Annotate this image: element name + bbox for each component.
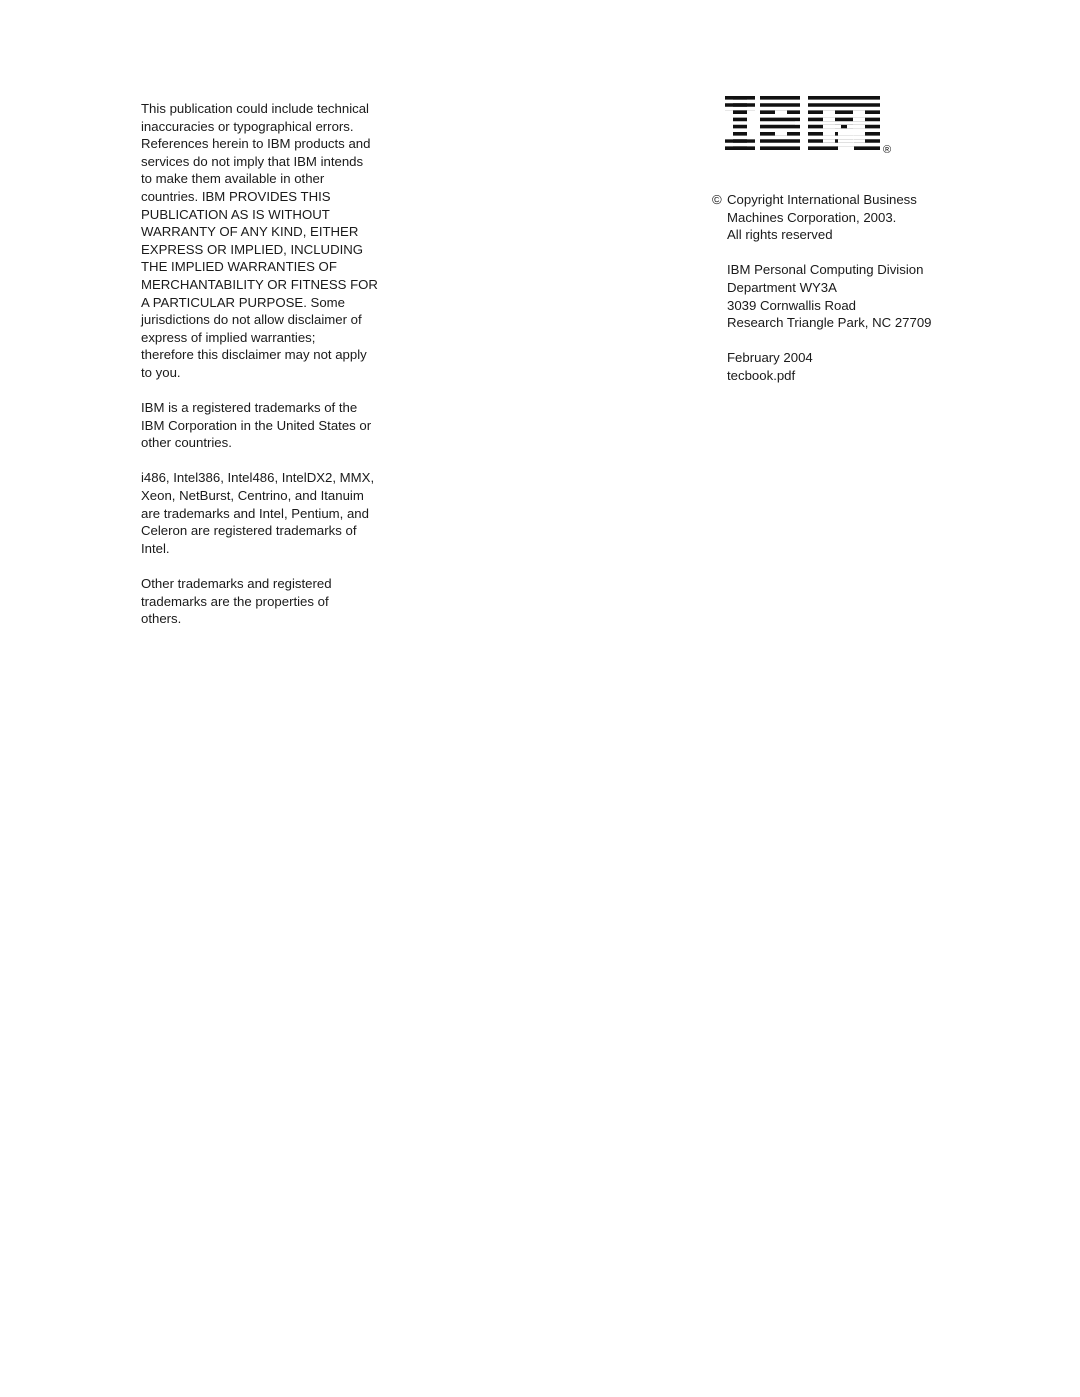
ibm-logo-letters	[725, 96, 880, 150]
address-block: IBM Personal Computing Division Department WY3A 3039 Cornwallis Road Research Triangle Park, NC 27709	[727, 262, 932, 331]
publisher-column	[712, 96, 1032, 385]
copyright-symbol: ©	[712, 192, 722, 207]
file-name: tecbook.pdf	[727, 367, 796, 383]
disclaimer-paragraph: This publication could include technical inaccuracies or typographical errors. References herein to IBM products and services do not imply that IBM intends to make them available in other countries. IBM PROVIDES THIS PUBLICATION AS IS WITHOUT WARRANTY OF ANY KIND, EITHER EXPRESS OR IMPLIED, INCLUDING THE IMPLIED WARRANTIES OF MERCHANTABILITY OR FITNESS FOR A PARTICULAR PURPOSE. Some jurisdictions do not allow disclaimer of express of implied warranties; therefore this disclaimer may not apply to you.	[141, 101, 378, 380]
ibm-logo	[725, 96, 895, 156]
publication-date: February 2004	[727, 350, 813, 366]
intel-trademark-paragraph: i486, Intel386, Intel486, IntelDX2, MMX, Xeon, NetBurst, Centrino, and Itanuim are trademarks and Intel, Pentium, and Celeron are registered trademarks of Intel.	[141, 470, 375, 556]
registered-mark: ®	[883, 144, 892, 156]
copyright-text: Copyright International Business Machines Corporation, 2003. All rights reserved	[727, 192, 917, 243]
other-trademarks-paragraph: Other trademarks and registered trademarks are the properties of others.	[141, 576, 332, 627]
disclaimer-column	[141, 100, 403, 645]
ibm-logo-graphic	[725, 96, 895, 156]
ibm-trademark-paragraph: IBM is a registered trademarks of the IBM Corporation in the United States or other countries.	[141, 400, 372, 451]
copyright-block	[712, 191, 1032, 244]
